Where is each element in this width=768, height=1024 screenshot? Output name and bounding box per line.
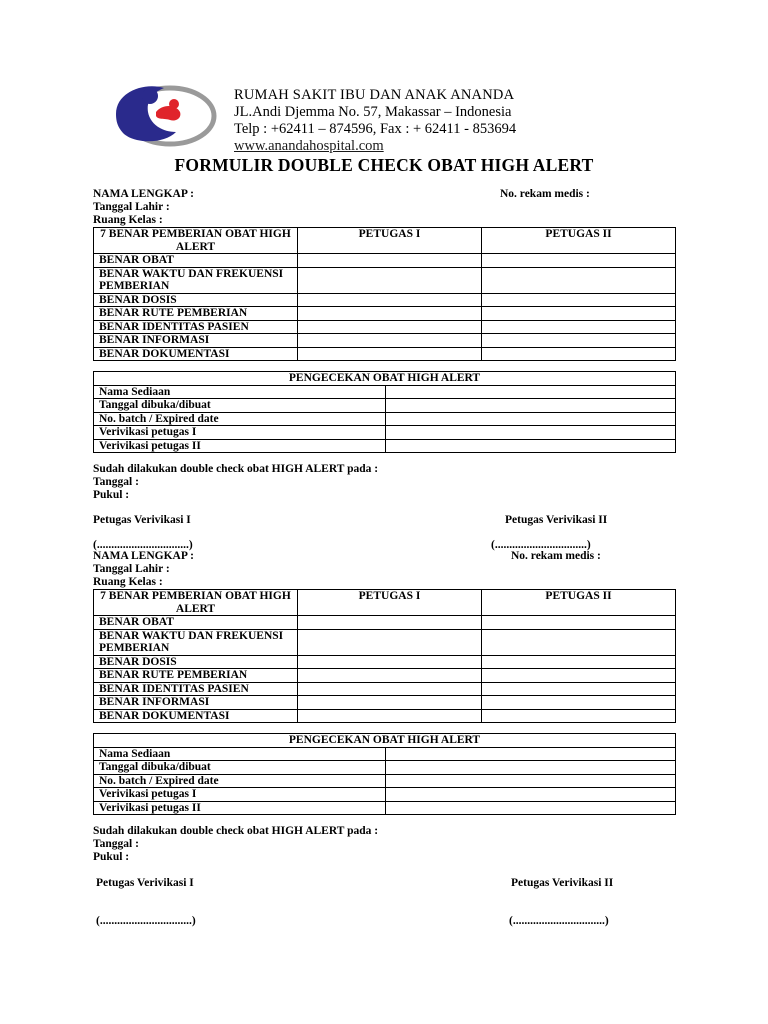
no-rekam-medis-label[interactable]: No. rekam medis : xyxy=(511,550,601,562)
hospital-name: RUMAH SAKIT IBU DAN ANAK ANANDA xyxy=(234,87,515,103)
petugas-2-check-cell[interactable] xyxy=(482,629,676,655)
pengecekan-item-label: Verivikasi petugas II xyxy=(94,801,386,815)
pengecekan-item-label: Tanggal dibuka/dibuat xyxy=(94,761,386,775)
tanggal-lahir-label[interactable]: Tanggal Lahir : xyxy=(93,563,170,575)
pengecekan-item-label: No. batch / Expired date xyxy=(94,774,386,788)
petugas-2-check-cell[interactable] xyxy=(482,334,676,348)
benar-item-label: BENAR IDENTITAS PASIEN xyxy=(94,682,298,696)
benar-table-row xyxy=(94,334,676,348)
benar-table-row xyxy=(94,629,676,655)
petugas-1-check-cell[interactable] xyxy=(298,655,482,669)
signature-line-2[interactable]: (................................) xyxy=(509,915,609,927)
pengecekan-value-cell[interactable] xyxy=(386,801,676,815)
benar-table-row xyxy=(94,709,676,723)
pengecekan-header-row xyxy=(94,734,676,748)
petugas-verifikasi-2-label: Petugas Verivikasi II xyxy=(511,877,614,889)
benar-item-label: BENAR INFORMASI xyxy=(94,334,298,348)
petugas-2-check-cell[interactable] xyxy=(482,709,676,723)
nama-lengkap-label[interactable]: NAMA LENGKAP : xyxy=(93,550,194,562)
col-header-petugas-2: PETUGAS II xyxy=(482,590,676,616)
pengecekan-item-label: Nama Sediaan xyxy=(94,747,386,761)
benar-pemberian-table xyxy=(93,227,676,361)
petugas-1-check-cell[interactable] xyxy=(298,267,482,293)
petugas-2-check-cell[interactable] xyxy=(482,307,676,321)
pengecekan-item-label: Verivikasi petugas I xyxy=(94,426,386,440)
benar-table-row xyxy=(94,293,676,307)
pengecekan-row xyxy=(94,788,676,802)
petugas-verifikasi-1-label: Petugas Verivikasi I xyxy=(96,877,194,889)
col-header-petugas-2: PETUGAS II xyxy=(482,228,676,254)
tanggal-label[interactable]: Tanggal : xyxy=(93,838,139,850)
col-header-petugas-1: PETUGAS I xyxy=(298,228,482,254)
benar-item-label: BENAR DOKUMENTASI xyxy=(94,709,298,723)
pengecekan-header: PENGECEKAN OBAT HIGH ALERT xyxy=(94,734,676,748)
signature-line-1[interactable]: (................................) xyxy=(96,915,196,927)
pengecekan-item-label: Nama Sediaan xyxy=(94,385,386,399)
benar-item-label: BENAR OBAT xyxy=(94,616,298,630)
benar-item-label: BENAR INFORMASI xyxy=(94,696,298,710)
benar-item-label: BENAR WAKTU DAN FREKUENSI PEMBERIAN xyxy=(94,629,298,655)
tanggal-lahir-label[interactable]: Tanggal Lahir : xyxy=(93,201,170,213)
petugas-2-check-cell[interactable] xyxy=(482,267,676,293)
benar-item-label: BENAR RUTE PEMBERIAN xyxy=(94,669,298,683)
pengecekan-row xyxy=(94,774,676,788)
petugas-1-check-cell[interactable] xyxy=(298,334,482,348)
petugas-2-check-cell[interactable] xyxy=(482,616,676,630)
no-rekam-medis-label[interactable]: No. rekam medis : xyxy=(500,188,590,200)
benar-item-label: BENAR DOSIS xyxy=(94,655,298,669)
benar-pemberian-table xyxy=(93,589,676,723)
petugas-2-check-cell[interactable] xyxy=(482,696,676,710)
pengecekan-value-cell[interactable] xyxy=(386,761,676,775)
pengecekan-row xyxy=(94,801,676,815)
benar-table-row xyxy=(94,267,676,293)
benar-item-label: BENAR IDENTITAS PASIEN xyxy=(94,320,298,334)
petugas-2-check-cell[interactable] xyxy=(482,669,676,683)
benar-table-row xyxy=(94,347,676,361)
signature-line-2[interactable]: (................................) xyxy=(491,539,591,551)
col-header-7-benar: 7 BENAR PEMBERIAN OBAT HIGH ALERT xyxy=(94,590,298,616)
petugas-verifikasi-2-label: Petugas Verivikasi II xyxy=(505,514,608,526)
pukul-label[interactable]: Pukul : xyxy=(93,851,130,863)
pengecekan-row xyxy=(94,747,676,761)
petugas-1-check-cell[interactable] xyxy=(298,696,482,710)
petugas-1-check-cell[interactable] xyxy=(298,254,482,268)
col-header-petugas-1: PETUGAS I xyxy=(298,590,482,616)
benar-table-row xyxy=(94,655,676,669)
hospital-website-link[interactable]: www.anandahospital.com xyxy=(234,138,384,154)
benar-table-row xyxy=(94,696,676,710)
benar-table-row xyxy=(94,254,676,268)
petugas-2-check-cell[interactable] xyxy=(482,320,676,334)
petugas-2-check-cell[interactable] xyxy=(482,293,676,307)
petugas-1-check-cell[interactable] xyxy=(298,347,482,361)
form-section-2 xyxy=(0,362,768,927)
benar-table-header-row xyxy=(94,590,676,616)
pengecekan-header: PENGECEKAN OBAT HIGH ALERT xyxy=(94,372,676,386)
petugas-1-check-cell[interactable] xyxy=(298,682,482,696)
petugas-1-check-cell[interactable] xyxy=(298,669,482,683)
benar-item-label: BENAR DOSIS xyxy=(94,293,298,307)
benar-table-row xyxy=(94,320,676,334)
petugas-1-check-cell[interactable] xyxy=(298,293,482,307)
hospital-phone-fax: Telp : +62411 – 874596, Fax : + 62411 - 853694 xyxy=(234,121,517,137)
petugas-1-check-cell[interactable] xyxy=(298,320,482,334)
pengecekan-value-cell[interactable] xyxy=(386,747,676,761)
benar-item-label: BENAR WAKTU DAN FREKUENSI PEMBERIAN xyxy=(94,267,298,293)
petugas-1-check-cell[interactable] xyxy=(298,709,482,723)
col-header-7-benar: 7 BENAR PEMBERIAN OBAT HIGH ALERT xyxy=(94,228,298,254)
nama-lengkap-label[interactable]: NAMA LENGKAP : xyxy=(93,188,194,200)
petugas-1-check-cell[interactable] xyxy=(298,307,482,321)
pengecekan-item-label: No. batch / Expired date xyxy=(94,412,386,426)
pukul-label[interactable]: Pukul : xyxy=(93,489,130,501)
petugas-1-check-cell[interactable] xyxy=(298,616,482,630)
benar-item-label: BENAR OBAT xyxy=(94,254,298,268)
pengecekan-obat-table xyxy=(93,733,676,815)
pengecekan-value-cell[interactable] xyxy=(386,774,676,788)
pengecekan-value-cell[interactable] xyxy=(386,788,676,802)
ruang-kelas-label[interactable]: Ruang Kelas : xyxy=(93,214,163,226)
pengecekan-item-label: Verivikasi petugas I xyxy=(94,788,386,802)
benar-table-row xyxy=(94,669,676,683)
signature-line-1[interactable]: (................................) xyxy=(93,539,193,551)
petugas-1-check-cell[interactable] xyxy=(298,629,482,655)
benar-table-header-row xyxy=(94,228,676,254)
petugas-2-check-cell[interactable] xyxy=(482,254,676,268)
petugas-2-check-cell[interactable] xyxy=(482,347,676,361)
petugas-verifikasi-1-label: Petugas Verivikasi I xyxy=(93,514,191,526)
double-check-statement: Sudah dilakukan double check obat HIGH ALERT pada : xyxy=(93,825,379,837)
benar-table-row xyxy=(94,682,676,696)
form-title: FORMULIR DOUBLE CHECK OBAT HIGH ALERT xyxy=(174,155,594,175)
benar-item-label: BENAR RUTE PEMBERIAN xyxy=(94,307,298,321)
double-check-statement: Sudah dilakukan double check obat HIGH ALERT pada : xyxy=(93,463,379,475)
benar-table-row xyxy=(94,307,676,321)
benar-table-row xyxy=(94,616,676,630)
petugas-2-check-cell[interactable] xyxy=(482,682,676,696)
ruang-kelas-label[interactable]: Ruang Kelas : xyxy=(93,576,163,588)
pengecekan-item-label: Verivikasi petugas II xyxy=(94,439,386,453)
pengecekan-row xyxy=(94,761,676,775)
hospital-address: JL.Andi Djemma No. 57, Makassar – Indonesia xyxy=(234,104,512,120)
pengecekan-item-label: Tanggal dibuka/dibuat xyxy=(94,399,386,413)
tanggal-label[interactable]: Tanggal : xyxy=(93,476,139,488)
benar-item-label: BENAR DOKUMENTASI xyxy=(94,347,298,361)
petugas-2-check-cell[interactable] xyxy=(482,655,676,669)
